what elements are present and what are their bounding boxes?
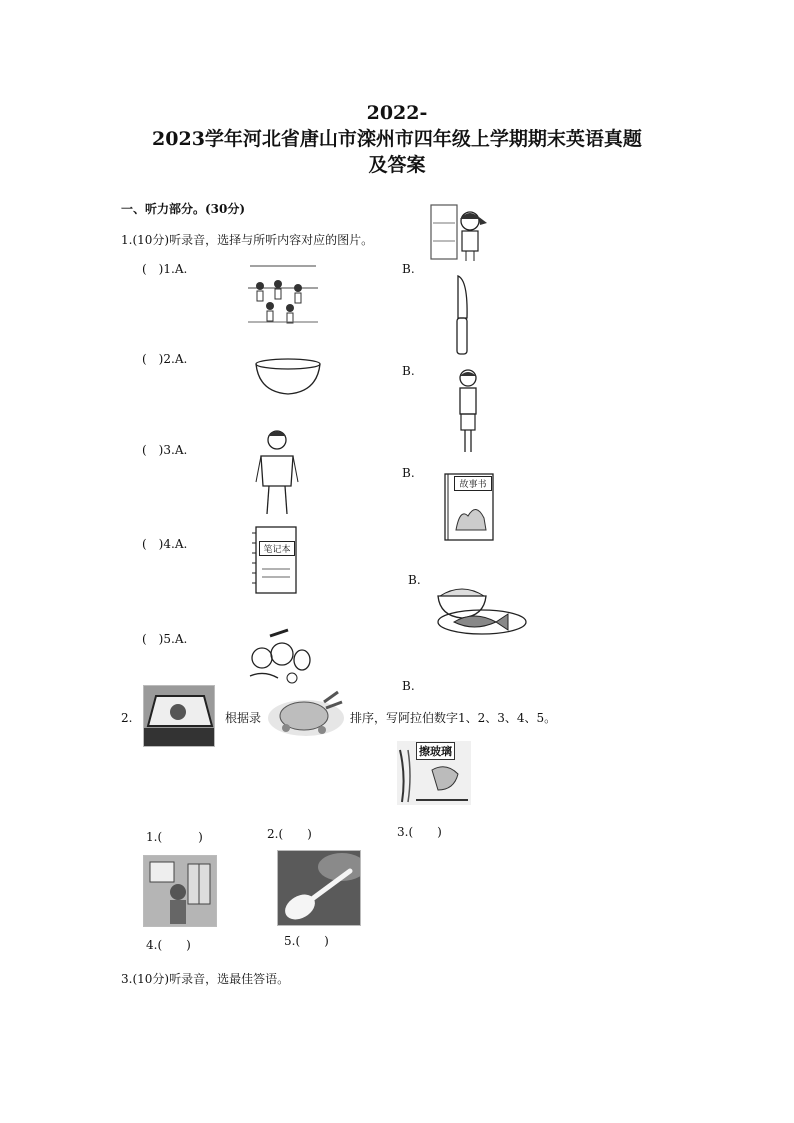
clean-window-picture	[396, 740, 472, 806]
q2-blank-4[interactable]: 4.( )	[146, 938, 191, 952]
q2-blank-1[interactable]: 1.( )	[146, 830, 203, 844]
q2-blank-2[interactable]: 2.( )	[267, 827, 312, 841]
q2-prefix: 2.	[121, 711, 133, 725]
rice-and-fish-picture	[434, 582, 528, 640]
q1-item-2-label: ( )2.A.	[142, 352, 188, 366]
q3-instruction: 3.(10分)听录音，选最佳答语。	[121, 972, 290, 986]
section-heading: 一、听力部分。(30分)	[121, 202, 246, 216]
q2-blank-3[interactable]: 3.( )	[397, 825, 442, 839]
q2-blank-5[interactable]: 5.( )	[284, 934, 329, 948]
q1-item-3-label: ( )3.A.	[142, 443, 188, 457]
q1-item-1-option-b: B.	[402, 262, 415, 276]
q1-item-5-option-b: B.	[402, 679, 415, 693]
girl-picture	[430, 203, 492, 263]
vegetables-picture	[244, 626, 316, 688]
q2-mid-text: 根据录	[225, 711, 262, 725]
q1-item-3-option-b: B.	[402, 466, 415, 480]
bowl-picture	[253, 356, 323, 398]
notebook-picture	[252, 525, 298, 595]
q1-item-5-label: ( )5.A.	[142, 632, 188, 646]
q1-item-2-option-b: B.	[402, 364, 415, 378]
q1-item-1-label: ( )1.A.	[142, 262, 188, 276]
kitchen-photo	[143, 855, 217, 927]
title-line-1: 2022-	[366, 102, 428, 124]
window-sign-text: 擦玻璃	[416, 742, 455, 760]
driving-car-photo	[143, 685, 215, 747]
classroom-kids-picture	[246, 264, 320, 326]
notebook-cover-text: 笔记本	[259, 541, 295, 556]
title-line-3: 及答案	[368, 154, 426, 176]
roast-chicken-picture	[266, 688, 348, 740]
storybook-cover-text: 故事书	[454, 476, 492, 491]
q2-instruction-tail: 排序，写阿拉伯数字1、2、3、4、5。	[350, 711, 557, 725]
q1-item-4-option-b: B.	[408, 573, 421, 587]
boy-picture	[453, 368, 483, 458]
title-line-2: 2023学年河北省唐山市滦州市四年级上学期期末英语真题	[152, 128, 642, 150]
knife-picture	[452, 274, 472, 356]
storybook-picture	[442, 472, 496, 544]
man-picture	[253, 428, 301, 516]
q1-item-4-label: ( )4.A.	[142, 537, 188, 551]
spoon-photo	[277, 850, 361, 926]
q1-instruction: 1.(10分)听录音，选择与所听内容对应的图片。	[121, 233, 374, 247]
